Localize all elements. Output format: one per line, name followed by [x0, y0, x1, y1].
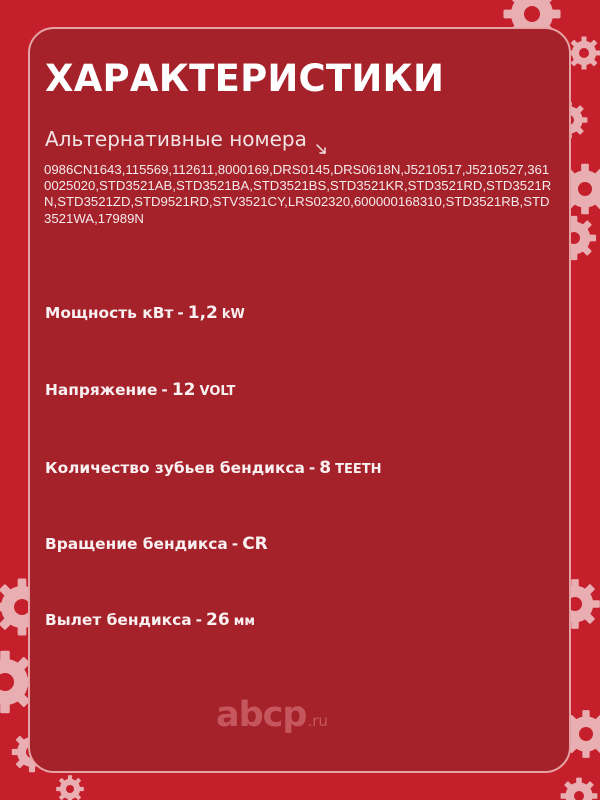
spec-rotation-label: Вращение бендикса: [45, 535, 228, 553]
spec-voltage-unit: VOLT: [199, 384, 236, 399]
brand-watermark-domain: .ru: [307, 712, 328, 730]
spec-power: [45, 302, 245, 326]
spec-teeth-unit: TEETH: [335, 462, 382, 477]
spec-power-separator: -: [177, 304, 184, 322]
spec-power-value: 1,2: [187, 303, 218, 323]
spec-power-unit: kW: [221, 307, 245, 322]
spec-extension-value: 26: [206, 610, 230, 630]
spec-teeth-separator: -: [308, 459, 316, 477]
spec-extension-unit: мм: [233, 614, 255, 629]
brand-watermark: [216, 695, 328, 741]
brand-watermark-name: abcp: [216, 695, 307, 735]
spec-voltage: [45, 379, 235, 403]
spec-teeth-value: 8: [319, 458, 332, 478]
spec-extension-label: Вылет бендикса: [45, 611, 192, 629]
page-title: ХАРАКТЕРИСТИКИ: [45, 57, 445, 100]
spec-rotation-separator: -: [231, 535, 239, 553]
spec-rotation: [45, 533, 268, 555]
spec-rotation-value: CR: [242, 534, 268, 554]
alternative-numbers-label: Альтернативные номера: [45, 127, 307, 151]
spec-extension: [45, 609, 255, 633]
spec-power-label: Мощность кВт: [45, 304, 174, 322]
characteristics-card: [28, 27, 571, 773]
spec-voltage-separator: -: [161, 381, 168, 399]
spec-teeth: [45, 457, 382, 481]
alternative-numbers-list: 0986CN1643,115569,112611,8000169,DRS0145,DRS0618N,J5210517,J5210527,3610025020,STD3521AB,STD3521BA,STD3521BS,STD3521KR,STD3521RD,STD3521RN,STD3521ZD,STD9521RD,STV3521CY,LRS02320,600000168310,STD3521RB,STD3521WA,17989N: [44, 162, 552, 226]
spec-voltage-label: Напряжение: [45, 381, 158, 399]
spec-extension-separator: -: [195, 611, 203, 629]
arrow-down-right-icon: [315, 136, 327, 148]
spec-teeth-label: Количество зубьев бендикса: [45, 459, 305, 477]
spec-voltage-value: 12: [171, 380, 196, 400]
alternative-numbers-heading: [45, 127, 327, 151]
